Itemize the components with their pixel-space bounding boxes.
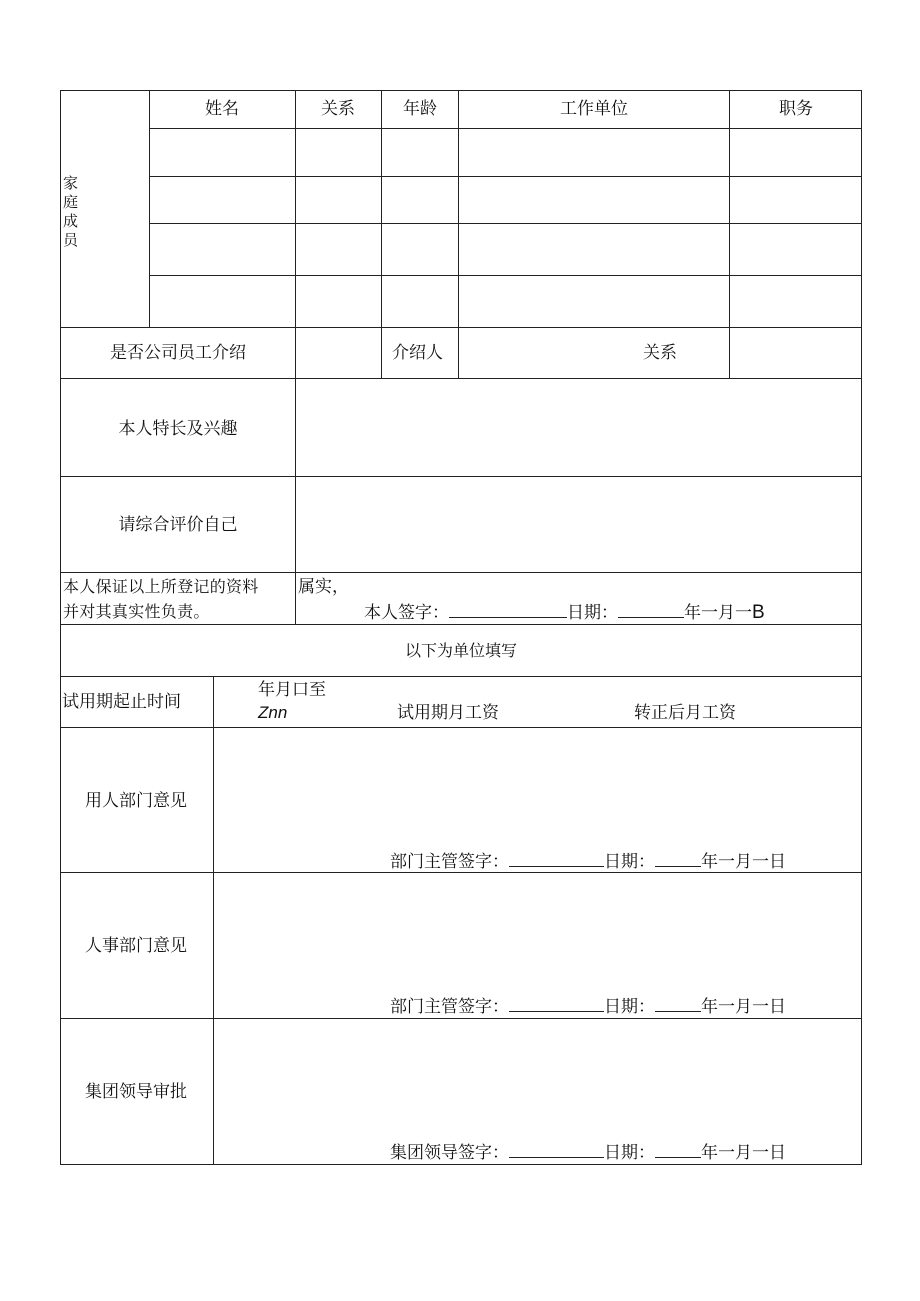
hiring-dept-signer-label: 部门主管签字： [390,852,509,872]
group-leader-date-label: 日期： [604,1143,655,1163]
table-border-right [861,90,862,1165]
unit-title-bottom-rule [60,676,862,677]
declaration-line-1: 本人保证以上所登记的资料 [63,577,259,596]
approval-label-hiring-dept: 用人部门意见 [85,791,187,811]
probation-salary-label: 试用期月工资 [397,703,499,723]
hr-dept-date-suffix: 年一月一日 [701,997,786,1017]
specialty-label: 本人特长及兴趣 [118,419,238,439]
family-bottom-rule [60,327,862,328]
column-header-name: 姓名 [205,99,239,119]
hiring-dept-date-suffix: 年一月一日 [701,852,786,872]
family-row-rule-2 [150,223,862,224]
probation-period-label: 试用期起止时间 [62,692,181,712]
family-row-rule-3 [150,275,862,276]
hr-dept-signer-label: 部门主管签字： [390,997,509,1017]
hr-dept-signature-blank[interactable] [509,996,604,1012]
hr-dept-date-label: 日期： [604,997,655,1017]
family-label-divider [149,90,150,328]
hr-dept-date-blank[interactable] [655,996,701,1012]
probation-bottom-rule [60,727,862,728]
applicant-date-suffix: 年一月一 [684,603,752,623]
group-leader-signer-label: 集团领导签字： [390,1143,509,1163]
probation-period-value-1: 年月口至 [258,680,326,700]
applicant-signature-line [364,602,765,623]
column-header-position: 职务 [779,99,813,119]
applicant-date-label: 日期： [567,603,618,623]
hiring-dept-date-label: 日期： [604,852,655,872]
relation-column-divider [381,90,382,379]
approval-signature-line-hiring-dept [390,851,786,872]
declaration-bottom-rule [60,624,862,625]
approval-signature-line-group-leader [390,1142,786,1163]
group-leader-date-blank[interactable] [655,1142,701,1158]
referral-question: 是否公司员工介绍 [110,343,246,363]
referral-relation-label: 关系 [643,343,677,363]
applicant-signature-label: 本人签字： [364,603,449,623]
group-leader-signature-blank[interactable] [509,1142,604,1158]
applicant-date-suffix-b: B [752,602,765,623]
table-border-left [60,90,61,1165]
probation-label-divider [213,676,214,1165]
group-leader-date-suffix: 年一月一日 [701,1143,786,1163]
family-header-rule [150,128,862,129]
table-border-bottom [60,1164,862,1165]
regular-salary-label: 转正后月工资 [634,703,736,723]
applicant-signature-blank[interactable] [449,602,567,618]
probation-period-value-2: Znn [258,703,288,722]
age-column-divider [458,90,459,379]
hiring-dept-date-blank[interactable] [655,851,701,867]
specialty-bottom-rule [60,476,862,477]
table-border-top [60,90,862,91]
referral-bottom-rule [60,378,862,379]
family-row-rule-1 [150,176,862,177]
approval-label-hr-dept: 人事部门意见 [85,936,187,956]
evaluation-bottom-rule [60,572,862,573]
approval-rule-2 [60,1018,862,1019]
declaration-continued: 属实， [298,577,349,597]
column-header-employer: 工作单位 [560,99,628,119]
approval-rule-1 [60,872,862,873]
unit-section-title: 以下为单位填写 [404,641,518,660]
column-header-age: 年龄 [403,99,437,119]
hiring-dept-signature-blank[interactable] [509,851,604,867]
name-column-divider [295,90,296,573]
declaration-line-2: 并对其真实性负责。 [63,602,210,621]
family-section-label: 家庭成员 [63,174,79,249]
applicant-date-blank[interactable] [618,602,684,618]
column-header-relation: 关系 [321,99,355,119]
referrer-label: 介绍人 [392,343,443,363]
employer-column-divider [729,90,730,379]
approval-label-group-leader: 集团领导审批 [85,1082,187,1102]
approval-signature-line-hr-dept [390,996,786,1017]
self-evaluation-label: 请综合评价自己 [118,515,238,535]
declaration-divider [295,572,296,625]
